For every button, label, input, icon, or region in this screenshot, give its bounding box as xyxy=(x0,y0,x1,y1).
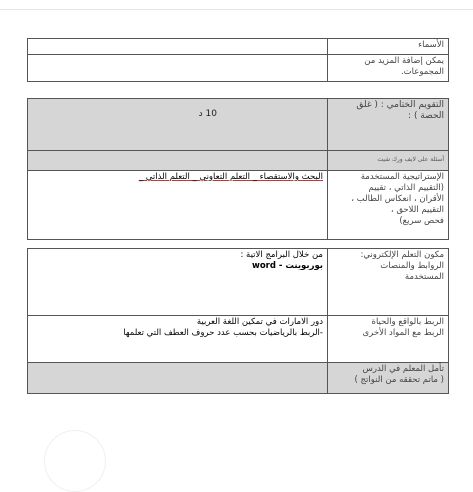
teacher-reflection-value[interactable] xyxy=(28,363,328,394)
strategy-label-line: التقييم اللاحق ، xyxy=(390,205,444,215)
elearning-table xyxy=(27,248,449,394)
strategy-label-line: الإستراتيجية المستخدمة xyxy=(360,172,444,182)
closing-assessment-duration: 10 د xyxy=(28,99,328,151)
more-groups-label-line2: المجموعات. xyxy=(400,67,444,77)
page-top-divider xyxy=(0,9,473,10)
names-label: الأسماء xyxy=(328,39,449,55)
more-groups-value[interactable] xyxy=(28,55,328,82)
elearning-label-line: مكون التعلم الإلكتروني: xyxy=(360,250,444,260)
strategy-label-line: فحص سريع) xyxy=(399,216,444,226)
reality-link-label-line: الربط بالواقع والحياة xyxy=(371,317,444,327)
reality-link-label-line: الربط مع المواد الأخرى xyxy=(362,328,444,338)
elearning-value[interactable] xyxy=(28,249,328,316)
strategy-label-line: (التقييم الذاتي ، تقييم xyxy=(368,183,444,193)
reality-link-value-line1: دور الامارات في تمكين اللغة العربية xyxy=(196,317,323,327)
questions-worksheet-label: أسئلة على لايف ورك شيت xyxy=(328,151,449,171)
names-value[interactable] xyxy=(28,39,328,55)
questions-worksheet-value[interactable] xyxy=(28,151,328,171)
elearning-label-line: الروابط والمنصات xyxy=(380,261,444,271)
elearning-value-line2: بوربوينت - word xyxy=(251,261,323,271)
elearning-label-line: المستخدمة xyxy=(404,272,444,282)
teacher-reflection-label-line: تأمل المعلم في الدرس xyxy=(362,364,444,374)
reality-link-value[interactable] xyxy=(28,316,328,363)
groups-table xyxy=(27,38,449,82)
elearning-value-line1: من خلال البرامج الاتية : xyxy=(240,250,323,260)
reality-link-label xyxy=(328,316,449,363)
page-watermark-circle xyxy=(44,430,106,492)
teacher-reflection-label xyxy=(328,363,449,394)
more-groups-label xyxy=(328,55,449,82)
more-groups-label-line1: يمكن إضافة المزيد من xyxy=(364,56,444,66)
closing-assessment-table xyxy=(27,98,449,240)
reality-link-value-line2: -الربط بالرياضيات بحسب عدد حروف العطف التي تعلمها xyxy=(123,328,323,338)
strategy-value[interactable] xyxy=(28,171,328,240)
closing-assessment-title: التقويم الختامي : ( غلق الحصة ) : xyxy=(328,99,449,151)
teacher-reflection-label-line: ( ماتم تحققه من النواتج ) xyxy=(354,375,444,385)
elearning-label xyxy=(328,249,449,316)
strategy-value-text: البحث والاستقصاء _ التعلم التعاوني _ التعلم الذاتي _ xyxy=(138,172,323,182)
strategy-label xyxy=(328,171,449,240)
strategy-label-line: الأقران ، انعكاس الطالب ، xyxy=(351,194,444,204)
